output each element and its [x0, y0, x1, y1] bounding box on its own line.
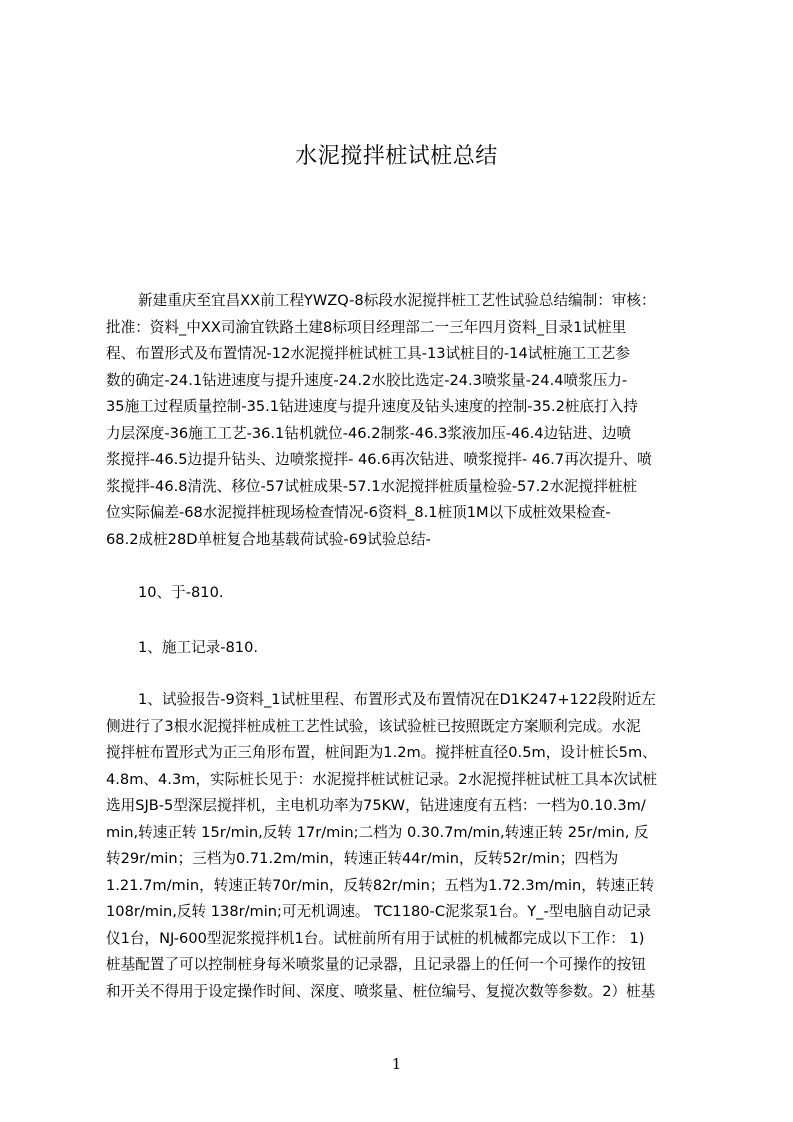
table-of-contents-paragraph [106, 288, 698, 553]
page-number: 1 [391, 1055, 402, 1073]
document-title: 水泥搅拌桩试桩总结 [295, 144, 498, 169]
paragraph-line: 选用SJB-5型深层搅拌机，主电机功率为75KW，钻进速度有五档：一档为0.10.3m/ [106, 797, 646, 814]
paragraph-line: 桩基配置了可以控制桩身每米喷浆量的记录器，且记录器上的任何一个可操作的按钮 [106, 956, 646, 973]
paragraph-line: 侧进行了3根水泥搅拌桩成桩工艺性试验，该试验桩已按照既定方案顺利完成。水泥 [106, 717, 641, 735]
paragraph-line: 程、布置形式及布置情况-12水泥搅拌桩试桩工具-13试桩目的-14试桩施工工艺参 [106, 345, 630, 362]
paragraph-line: 浆搅拌-46.8清洗、移位-57试桩成果-57.1水泥搅拌桩质量检验-57.2水泥搅拌桩桩 [106, 477, 638, 495]
paragraph-line: 力层深度-36施工工艺-36.1钻机就位-46.2制浆-46.3浆液加压-46.4边钻进、边喷 [106, 424, 632, 442]
paragraph-line: 浆搅拌-46.5边提升钻头、边喷浆搅拌- 46.6再次钻进、喷浆搅拌- 46.7再次提升、喷 [106, 451, 652, 468]
paragraph-line: 1.21.7m/min，转速正转70r/min，反转82r/min；五档为1.72.3m/min，转速正转 [106, 876, 655, 894]
paragraph-line: 和开关不得用于设定操作时间、深度、喷浆量、桩位编号、复搅次数等参数。2）桩基 [106, 982, 656, 1000]
paragraph-line: 108r/min,反转 138r/min;可无机调速。 TC1180-C泥浆泵1台。Y_-型电脑自动记录 [106, 903, 651, 920]
paragraph-line: 1、试验报告-9资料_1试桩里程、布置形式及布置情况在D1K247+122段附近左 [138, 691, 656, 708]
paragraph-line: 68.2成桩28D单桩复合地基载荷试验-69试验总结- [106, 530, 431, 548]
paragraph-line: 位实际偏差-68水泥搅拌桩现场检查情况-6资料_8.1桩顶1M以下成桩效果检查- [106, 504, 611, 521]
paragraph-line: 批准：资料_中XX司渝宜铁路土建8标项目经理部二一三年四月资料_目录1试桩里 [106, 318, 627, 336]
test-report-paragraph [106, 687, 698, 1005]
section-line-construction-record: 1、施工记录-810. [138, 639, 259, 656]
section-line-10: 10、于-810. [138, 584, 224, 601]
paragraph-line: 35施工过程质量控制-35.1钻进速度与提升速度及钻头速度的控制-35.2桩底打入持 [106, 398, 638, 415]
paragraph-line: 4.8m、4.3m，实际桩长见于：水泥搅拌桩试桩记录。2水泥搅拌桩试桩工具本次试桩 [106, 770, 658, 788]
paragraph-line: min,转速正转 15r/min,反转 17r/min;二档为 0.30.7m/min,转速正转 25r/min, 反 [106, 823, 649, 841]
paragraph-line: 新建重庆至宜昌XX前工程YWZQ-8标段水泥搅拌桩工艺性试验总结编制：审核： [138, 292, 656, 309]
paragraph-line: 仪1台，NJ-600型泥浆搅拌机1台。试桩前所有用于试桩的机械都完成以下工作： 1) [106, 929, 645, 947]
paragraph-line: 转29r/min；三档为0.71.2m/min，转速正转44r/min，反转52r/min；四档为 [106, 850, 619, 867]
paragraph-line: 搅拌桩布置形式为正三角形布置，桩间距为1.2m。搅拌桩直径0.5m，设计桩长5m、 [106, 744, 657, 761]
paragraph-line: 数的确定-24.1钻进速度与提升速度-24.2水胶比选定-24.3喷浆量-24.4喷浆压力- [106, 371, 628, 389]
